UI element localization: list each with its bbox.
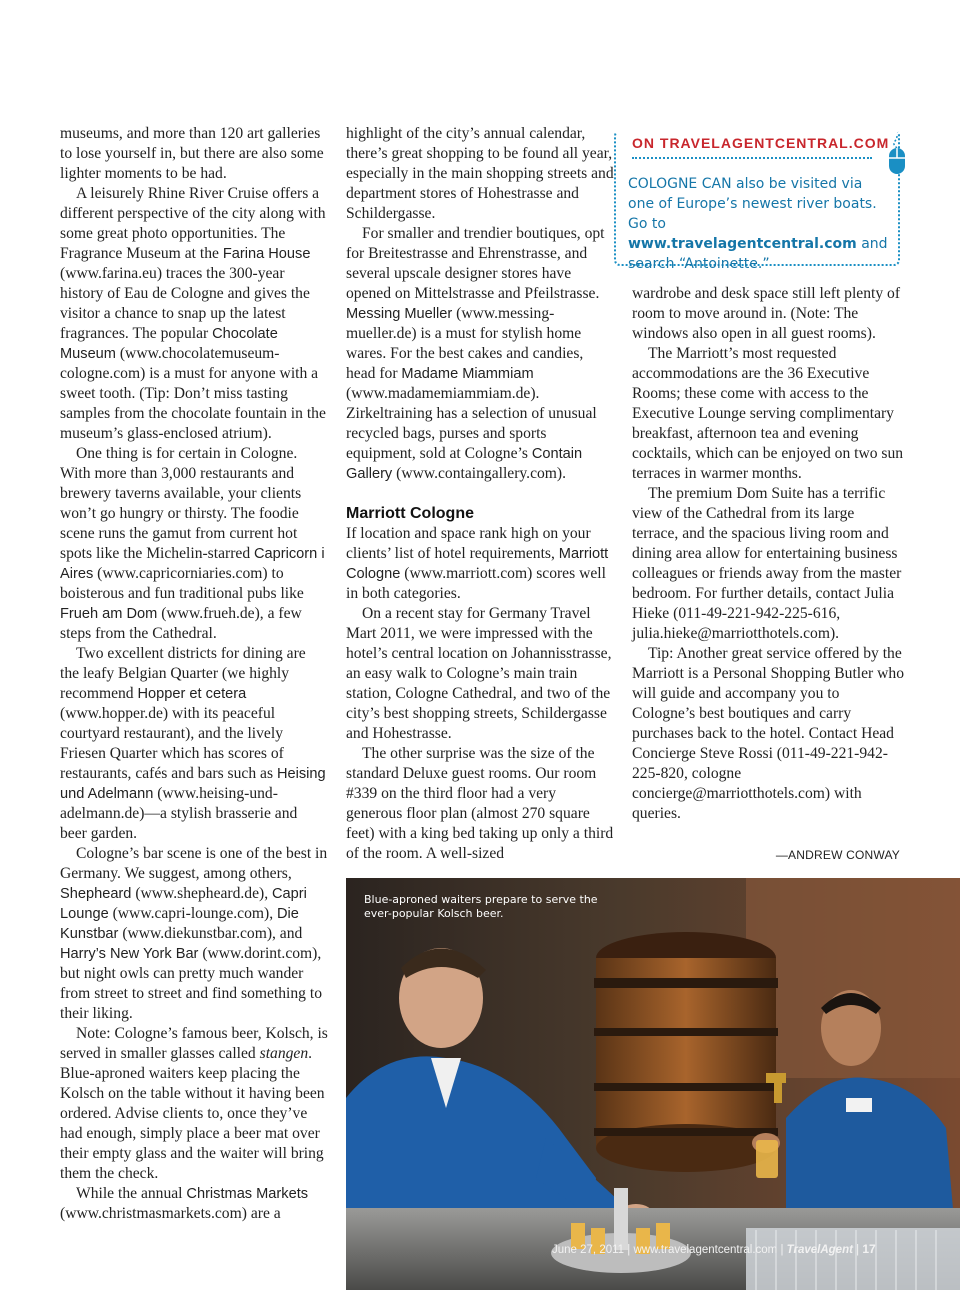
paragraph: On a recent stay for Germany Travel Mart 2011, we were impressed with the hotel’s central location on Johannisstrasse, an easy walk to Cologne’s main train station, Cologne Cathedral, and two of the city’s best shopping streets, Schildergasse and Hohestrasse.	[346, 605, 612, 742]
venue-name: Messing Mueller	[346, 306, 453, 322]
article-photo	[346, 878, 960, 1290]
paragraph: The premium Dom Suite has a terrific view of the Cathedral from its large terrace, and the spacious living room and dining area allow for entertaining business colleagues or friends away from the master bedroom. For further details, contact Julia Hieke (011-49-221-942-225-616, julia.hieke@marriotthotels.com).	[632, 485, 902, 642]
venue-name: Heising und Adelmann	[60, 766, 326, 802]
paragraph: Note: Cologne’s famous beer, Kolsch, is served in smaller glasses called stangen. Blue-aproned waiters keep placing the Kolsch on the table without it having been ordered. Advise clients to, once they’ve had enough, simply place a beer mat over their empty glass and the waiter will bring them the check.	[60, 1025, 328, 1182]
paragraph: The Marriott’s most requested accommodations are the 36 Executive Rooms; these come with access to the Executive Lounge serving complimentary breakfast, afternoon tea and evening cocktails, which can be enjoyed on two sun terraces in warmer months.	[632, 345, 904, 482]
paragraph: wardrobe and desk space still left plenty of room to move around in. (Note: The windows also open in all guest rooms).	[632, 285, 901, 342]
paragraph: Two excellent districts for dining are the leafy Belgian Quarter (we highly recommend Hopper et cetera (www.hopper.de) with its peaceful courtyard restaurant), and the lively Friesen Quarter which has scores of restaurants, cafés and bars such as Heising und Adelmann (www.heising-und-adelmann.de)—a stylish brasserie and beer garden.	[60, 645, 326, 842]
page-number: 17	[862, 1242, 876, 1256]
footer-separator: |	[780, 1244, 784, 1256]
article-column-3	[632, 284, 904, 824]
venue-name: Harry’s New York Bar	[60, 946, 199, 962]
venue-name: Madame Miammiam	[401, 366, 534, 382]
venue-name: Capricorn i Aires	[60, 546, 325, 582]
paragraph: museums, and more than 120 art galleries to lose yourself in, but there are also some lighter moments to be had.	[60, 125, 324, 182]
magazine-brand: TravelAgent	[786, 1244, 853, 1256]
paragraph: While the annual Christmas Markets (www.christmasmarkets.com) are a	[60, 1185, 309, 1222]
paragraph: highlight of the city’s annual calendar, there’s great shopping to be found all year, especially in the main shopping streets and department stores of Hohestrasse and Schildergasse.	[346, 125, 614, 222]
venue-name: Contain Gallery	[346, 446, 583, 482]
paragraph: The other surprise was the size of the standard Deluxe guest rooms. Our room #339 on the third floor had a very generous floor plan (almost 270 square feet) with a king bed taking up only a third of the room. A well-sized	[346, 745, 614, 862]
venue-name: Marriott Cologne	[346, 546, 609, 582]
paragraph: If location and space rank high on your clients’ list of hotel requirements, Marriott Cologne (www.marriott.com) scores well in both categories.	[346, 525, 609, 602]
footer-url[interactable]: www.travelagentcentral.com	[633, 1244, 778, 1256]
issue-date: June 27, 2011	[552, 1244, 625, 1256]
paragraph: For smaller and trendier boutiques, opt for Breitestrasse and Ehrenstrasse, and several upscale designer stores have opened on Mittelstrasse and Pfeilstrasse. Messing Mueller (www.messing-mueller.de) is a must for stylish home wares. For the best cakes and candies, head for Madame Miammiam (www.madamemiammiam.de). Zirkeltraining has a selection of unusual recycled bags, purses and sports equipment, sold at Cologne’s Contain Gallery (www.containgallery.com).	[346, 225, 605, 482]
article-column-2	[346, 124, 616, 864]
page-footer	[552, 1242, 912, 1256]
italic-term: stangen	[259, 1045, 309, 1062]
sidebar-heading: ON TRAVELAGENTCENTRAL.COM	[632, 135, 890, 151]
paragraph: Cologne’s bar scene is one of the best in Germany. We suggest, among others, Shepheard (www.shepheard.de), Capri Lounge (www.capri-lounge.com), Die Kunstbar (www.diekunstbar.com), and Harry’s New York Bar (www.dorint.com), but night owls can pretty much wander from street to street and find something to their liking.	[60, 845, 328, 1022]
article-column-1	[60, 124, 328, 1224]
section-subhead: Marriott Cologne	[346, 505, 474, 522]
venue-name: Christmas Markets	[186, 1186, 309, 1202]
beer-barrel-photo-illustration	[346, 878, 960, 1290]
computer-mouse-icon	[886, 136, 908, 176]
paragraph: A leisurely Rhine River Cruise offers a different perspective of the city along with some great photo opportunities. The Fragrance Museum at the Farina House (www.farina.eu) traces the 300-year history of Eau de Cologne and gives the visitor a chance to snap up the latest fragrances. The popular Chocolate Museum (www.chocolatemuseum-cologne.com) is a must for anyone with a sweet tooth. (Tip: Don’t miss tasting samples from the chocolate fountain in the museum’s glass-enclosed atrium).	[60, 185, 326, 442]
author-byline: —ANDREW CONWAY	[775, 848, 900, 862]
photo-caption: Blue-aproned waiters prepare to serve the ever-popular Kolsch beer.	[364, 893, 598, 920]
venue-name: Shepheard	[60, 886, 132, 902]
venue-name: Farina House	[222, 246, 311, 262]
footer-separator: |	[856, 1244, 860, 1256]
footer-separator: |	[627, 1244, 631, 1256]
venue-name: Capri Lounge	[60, 886, 307, 922]
venue-name: Die Kunstbar	[60, 906, 299, 942]
sidebar-link[interactable]: www.travelagentcentral.com	[628, 236, 857, 252]
sidebar-text: COLOGNE CAN also be visited via one of Europe’s newest river boats. Go to www.travelagentcentral.com and search “Antoinette.”	[628, 176, 888, 272]
paragraph: One thing is for certain in Cologne. With more than 3,000 restaurants and brewery taverns available, your clients won’t go hungry or thirsty. The foodie scene runs the gamut from current hot spots like the Michelin-starred Capricorn i Aires (www.capricorniaries.com) to boisterous and fun traditional pubs like Frueh am Dom (www.frueh.de), a few steps from the Cathedral.	[60, 445, 325, 642]
venue-name: Hopper et cetera	[137, 686, 247, 702]
venue-name: Frueh am Dom	[60, 606, 158, 622]
paragraph: Tip: Another great service offered by the Marriott is a Personal Shopping Butler who will guide and accompany you to Cologne’s best boutiques and carry purchases back to the hotel. Contact Head Concierge Steve Rossi (011-49-221-942-225-820, cologne concierge@marriotthotels.com) with queries.	[632, 645, 904, 822]
venue-name: Chocolate Museum	[60, 326, 278, 362]
sidebar-divider	[632, 157, 872, 159]
